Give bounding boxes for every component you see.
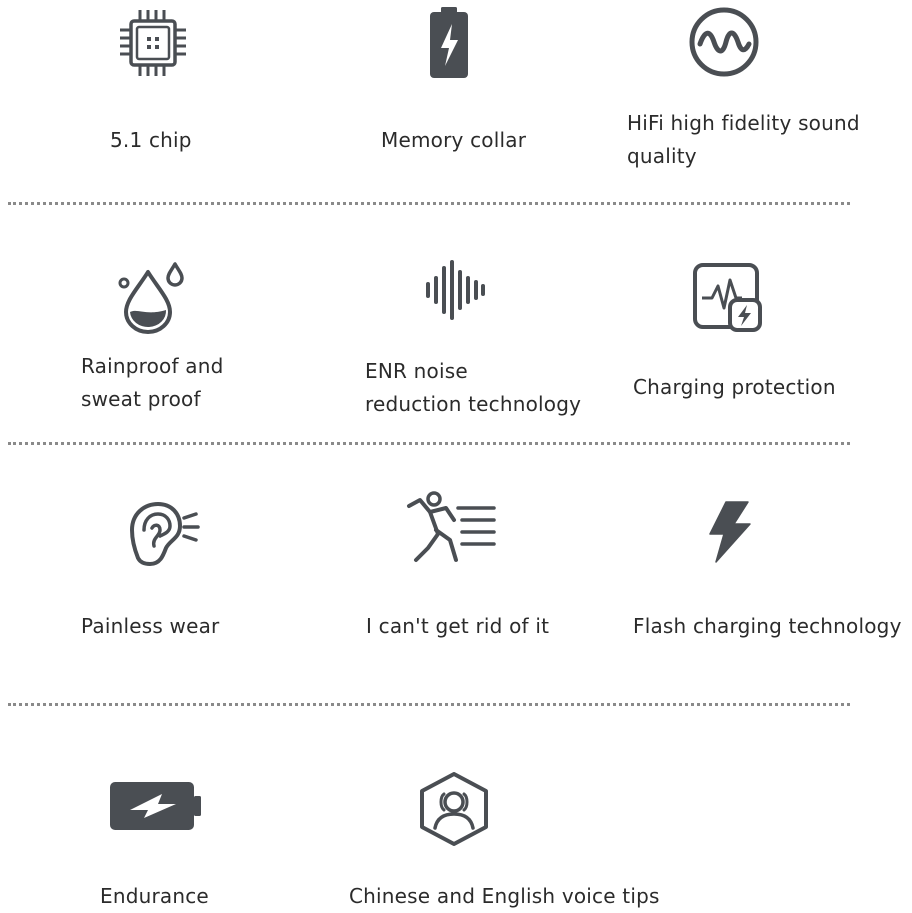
feature-label-hifi-line2: quality — [627, 144, 697, 168]
feature-label-charging-protection: Charging protection — [633, 375, 836, 399]
lightning-bolt-icon — [706, 500, 754, 564]
feature-label-hifi-line1: HiFi high fidelity sound — [627, 111, 860, 135]
feature-label-painless: Painless wear — [81, 614, 220, 638]
charging-protection-icon — [692, 262, 764, 334]
feature-label-collar: Memory collar — [381, 128, 527, 152]
battery-charging-icon — [428, 6, 470, 80]
feature-label-enr-line2: reduction technology — [365, 392, 582, 416]
feature-label-secure: I can't get rid of it — [366, 614, 550, 638]
row-divider-3 — [8, 703, 850, 706]
row-divider-1 — [8, 202, 850, 205]
feature-label-voice-tips: Chinese and English voice tips — [349, 884, 660, 908]
ear-icon — [126, 500, 202, 570]
chip-icon — [116, 6, 190, 80]
water-drops-icon — [116, 262, 188, 334]
running-person-icon — [406, 490, 498, 564]
feature-label-flash: Flash charging technology — [633, 614, 902, 638]
feature-label-rainproof-line2: sweat proof — [81, 387, 201, 411]
feature-label-endurance: Endurance — [100, 884, 209, 908]
feature-label-enr-line1: ENR noise — [365, 359, 468, 383]
feature-label-chip: 5.1 chip — [110, 128, 192, 152]
battery-horizontal-icon — [108, 780, 202, 832]
sound-wave-circle-icon — [688, 6, 760, 78]
row-divider-2 — [8, 442, 850, 445]
voice-waveform-icon — [424, 260, 486, 320]
feature-label-rainproof-line1: Rainproof and — [81, 354, 224, 378]
voice-assistant-hexagon-icon — [418, 772, 490, 846]
